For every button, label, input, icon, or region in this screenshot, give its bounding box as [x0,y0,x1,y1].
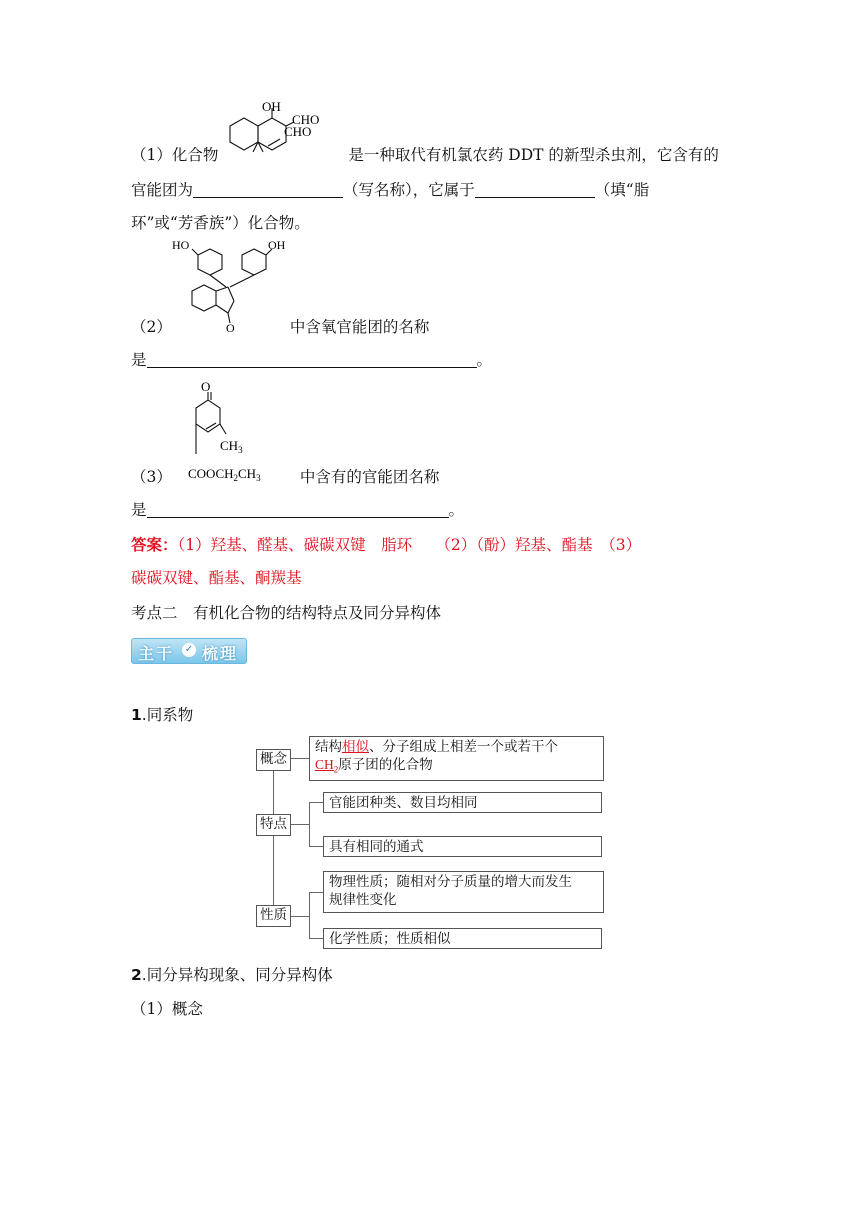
property-item-1: 物理性质；随相对分子质量的增大而发生 规律性变化 [323,871,604,913]
feature-label: 特点 [256,814,291,836]
section-title: 考点二 有机化合物的结构特点及同分异构体 [131,604,442,622]
feature-item-2: 具有相同的通式 [323,836,602,857]
oh-label-2: OH [268,238,286,252]
q2-line-1: （2） 中含氧官能团的名称 [131,318,430,336]
cho-label-1: CHO [292,112,320,127]
q1-blank-type[interactable] [475,181,595,198]
property-item-2: 化学性质；性质相似 [323,928,602,949]
badge-check-icon: ✓ [182,643,196,657]
q3-blank[interactable] [147,501,449,518]
q2-line-2: 是 。 [131,351,493,369]
answer-line-2: 碳碳双键、酯基、酮羰基 [131,569,302,587]
q1-blank-groups[interactable] [193,181,343,198]
concept-label: 概念 [256,749,291,771]
section-badge: 主干 ✓ 梳理 [131,638,247,664]
q1-line-3: 环”或“芳香族”）化合物。 [131,214,310,232]
item2-sub: （1）概念 [131,1000,203,1018]
q3-line-2: 是 。 [131,501,465,519]
q1-line-2: 官能团为 （写名称），它属于 （填“脂 [131,181,650,199]
ch3-label: $CH_3$ [220,438,243,455]
property-label: 性质 [256,905,291,927]
concept-box: 结构相似、分子组成上相差一个或若干个 $CH_2$原子团的化合物 [309,736,604,781]
ester-label: $COOCH_2CH_3$ [188,466,261,483]
ketone-o-label: O [201,379,211,394]
q2-blank[interactable] [147,351,477,368]
q1-line-1: （1）化合物 是一种取代有机氯农药 DDT 的新型杀虫剂，它含有的 [131,146,719,164]
item1-heading: 1.同系物 [131,706,194,724]
item2-heading: 2.同分异构现象、同分异构体 [131,966,333,984]
oh-label: OH [262,99,281,114]
cho-label-2: CHO [284,124,312,139]
q3-line-1: （3） 中含有的官能团名称 [131,468,440,486]
feature-item-1: 官能团种类、数目均相同 [323,792,602,813]
o-label: O [226,321,235,333]
answer-line-1: 答案：（1）羟基、醛基、碳碳双键 脂环 （2）（酚）羟基、酯基 （3） [131,535,642,554]
ho-label: HO [172,238,190,252]
